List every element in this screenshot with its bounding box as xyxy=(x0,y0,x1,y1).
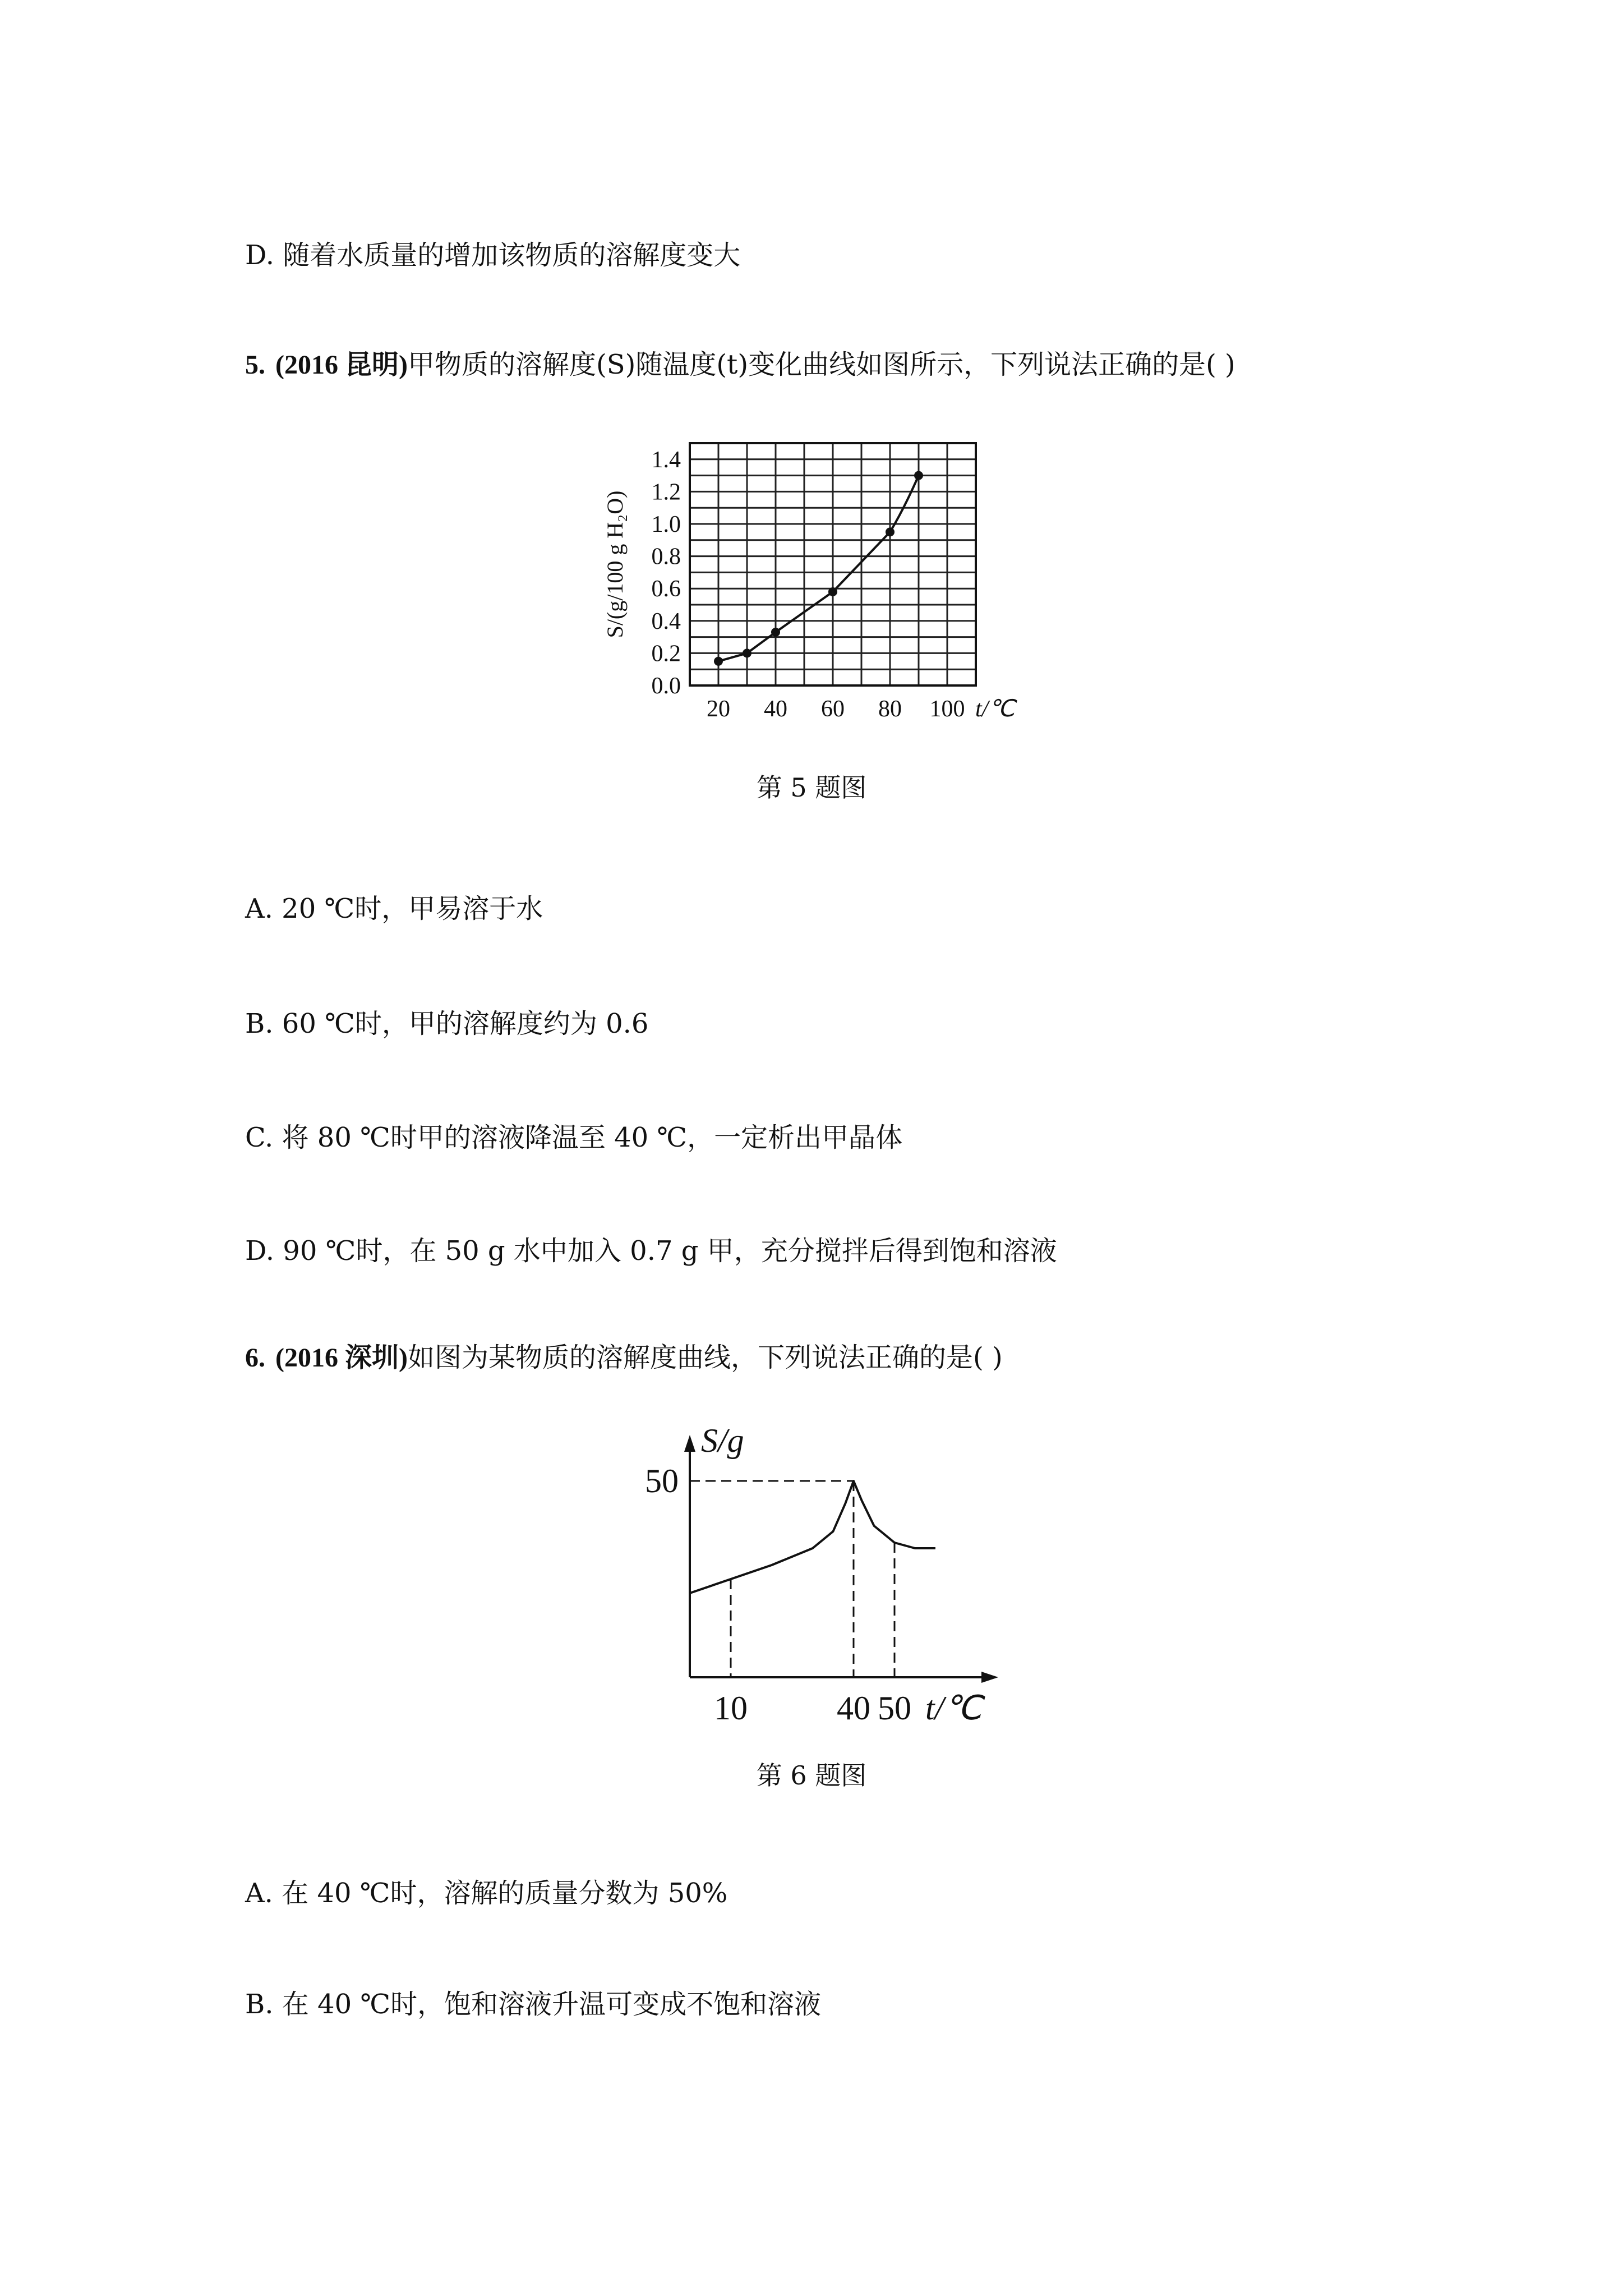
y-tick-label: 1.2 xyxy=(651,479,681,505)
y-axis-label: S/(g/100 g H₂O) xyxy=(602,490,628,638)
data-point xyxy=(828,587,837,596)
data-point xyxy=(714,657,723,666)
question-number: 5. xyxy=(245,350,265,380)
q6-option-b: B. 在 40 ℃时，饱和溶液升温可变成不饱和溶液 xyxy=(245,1989,822,2020)
q6-figure-caption: 第 6 题图 xyxy=(756,1760,867,1791)
y-tick-label: 0.8 xyxy=(651,544,681,570)
q5-option-a: A. 20 ℃时，甲易溶于水 xyxy=(245,893,543,924)
question-text: 甲物质的溶解度(S)随温度(t)变化曲线如图所示，下列说法正确的是( ) xyxy=(407,349,1235,380)
y-tick-label: 0.4 xyxy=(651,608,681,634)
q5-solubility-chart xyxy=(561,426,1066,729)
x-tick-label: 40 xyxy=(764,696,787,722)
solubility-curve xyxy=(718,476,919,661)
y-axis-label: S/g xyxy=(701,1422,744,1459)
data-point xyxy=(771,628,780,637)
question-source: (2016 昆明) xyxy=(275,350,408,380)
question-source: (2016 深圳) xyxy=(275,1343,408,1373)
q4-option-d: D. 随着水质量的增加该物质的溶解度变大 xyxy=(245,240,741,271)
x-axis-label: t/℃ xyxy=(925,1690,982,1727)
question-5-stem xyxy=(245,348,1235,382)
q5-option-b: B. 60 ℃时，甲的溶解度约为 0.6 xyxy=(245,1008,649,1039)
question-6-stem xyxy=(245,1341,1003,1375)
y-tick-label: 50 xyxy=(645,1462,679,1499)
q6-solubility-chart xyxy=(617,1419,1009,1727)
solubility-curve xyxy=(690,1481,935,1593)
data-point xyxy=(914,471,923,480)
x-tick-label: 40 xyxy=(837,1690,870,1727)
q5-option-c: C. 将 80 ℃时甲的溶液降温至 40 ℃，一定析出甲晶体 xyxy=(245,1122,903,1153)
y-tick-label: 0.6 xyxy=(651,576,681,602)
q5-figure-caption: 第 5 题图 xyxy=(756,772,867,803)
y-tick-label: 1.0 xyxy=(651,512,681,537)
x-tick-label: 80 xyxy=(878,696,902,722)
question-text: 如图为某物质的溶解度曲线，下列说法正确的是( ) xyxy=(407,1342,1003,1373)
data-point xyxy=(886,527,895,536)
data-point xyxy=(743,648,751,657)
y-tick-label: 0.2 xyxy=(651,641,681,667)
x-tick-label: 20 xyxy=(707,696,730,722)
q6-option-a: A. 在 40 ℃时，溶解的质量分数为 50% xyxy=(245,1878,728,1909)
x-axis-label: t/℃ xyxy=(975,696,1015,722)
x-tick-label: 10 xyxy=(714,1690,748,1727)
x-tick-label: 60 xyxy=(821,696,845,722)
x-tick-label: 100 xyxy=(929,696,965,722)
y-axis-arrow xyxy=(684,1435,695,1452)
question-number: 6. xyxy=(245,1343,265,1373)
y-tick-label: 1.4 xyxy=(651,447,681,473)
x-axis-arrow xyxy=(981,1672,998,1683)
y-tick-label: 0.0 xyxy=(651,673,681,699)
x-tick-label: 50 xyxy=(878,1690,911,1727)
q5-option-d: D. 90 ℃时，在 50 g 水中加入 0.7 g 甲，充分搅拌后得到饱和溶液 xyxy=(245,1235,1057,1267)
